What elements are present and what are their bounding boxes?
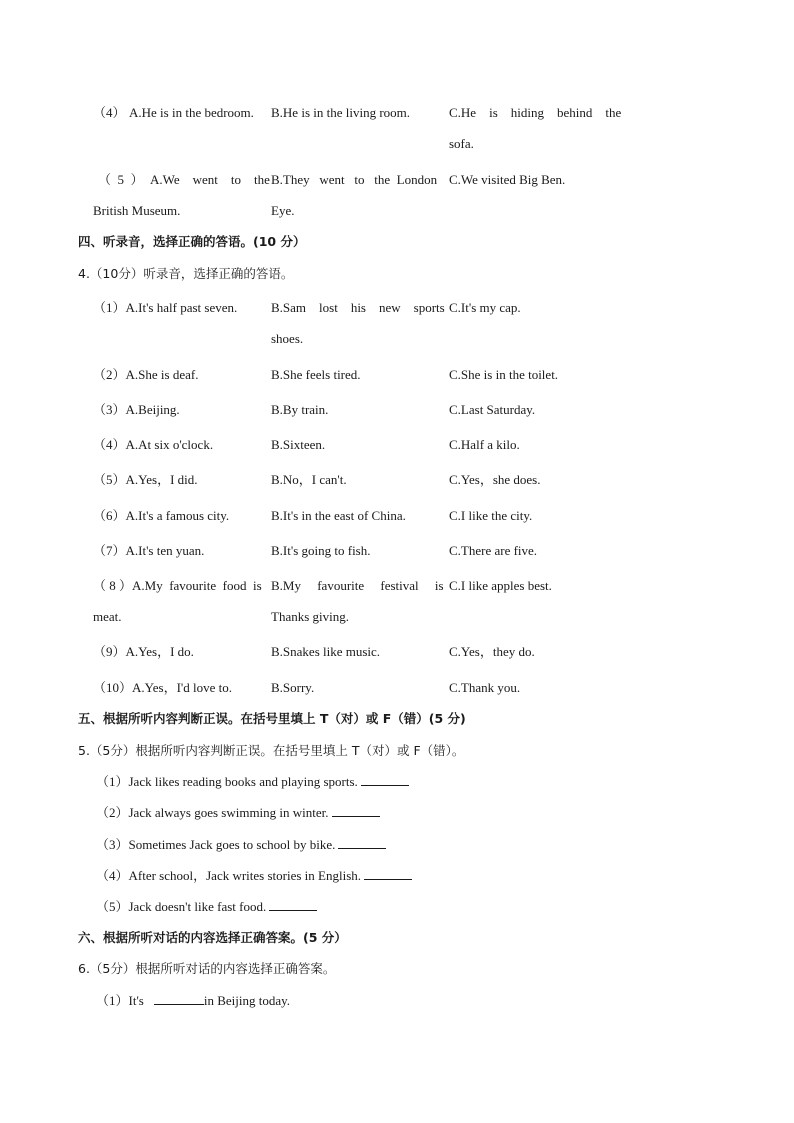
option-b: B.It's going to fish. bbox=[271, 543, 371, 558]
option-a-line1: A.We went to the bbox=[150, 172, 270, 187]
option-b-line2: shoes. bbox=[271, 331, 304, 346]
option-c: C.Thank you. bbox=[449, 680, 521, 695]
s4-item-2 bbox=[93, 359, 633, 390]
option-a bbox=[93, 464, 271, 495]
option-b: B.Sorry. bbox=[271, 680, 315, 695]
question-number: （5） bbox=[93, 472, 126, 487]
option-a bbox=[93, 429, 271, 460]
option-b: B.He is in the living room. bbox=[271, 105, 411, 120]
s3-q5-row bbox=[93, 164, 633, 226]
option-a-text: A.It's half past seven. bbox=[125, 300, 238, 315]
option-a bbox=[93, 292, 271, 323]
option-a-line2: British Museum. bbox=[93, 203, 181, 218]
s6-item-1 bbox=[96, 990, 290, 1012]
option-c: C.There are five. bbox=[449, 543, 538, 558]
option-a-text: A.Yes，I did. bbox=[125, 472, 198, 487]
option-c: C.I like apples best. bbox=[449, 578, 552, 593]
option-c: C.She is in the toilet. bbox=[449, 367, 559, 382]
option-a bbox=[93, 672, 271, 703]
option-b-line2: Eye. bbox=[271, 203, 295, 218]
section-heading: 六、根据所听对话的内容选择正确答案。(5 分） bbox=[78, 930, 347, 945]
s4-item-10 bbox=[93, 672, 633, 703]
option-b-line2: Thanks giving. bbox=[271, 609, 349, 624]
option-b bbox=[271, 292, 449, 354]
tf-item-4 bbox=[96, 865, 412, 887]
question-stem: 5.（5分）根据所听内容判断正误。在括号里填上 T（对）或 F（错）。 bbox=[78, 743, 465, 758]
section-heading: 四、听录音，选择正确的答语。(10 分） bbox=[78, 234, 306, 249]
option-c: C.It's my cap. bbox=[449, 300, 521, 315]
option-b bbox=[271, 164, 449, 226]
question-number: （10） bbox=[93, 680, 133, 695]
option-a bbox=[93, 164, 271, 226]
answer-blank[interactable] bbox=[361, 771, 409, 786]
option-a bbox=[93, 570, 271, 632]
option-b-line1: B.They went to the London bbox=[271, 172, 438, 187]
question-number: （ 8 ） bbox=[93, 578, 133, 593]
question-number: （2） bbox=[93, 367, 126, 382]
option-a-text: A.At six o'clock. bbox=[125, 437, 214, 452]
option-b: B.She feels tired. bbox=[271, 367, 361, 382]
question-stem: 6.（5分）根据所听对话的内容选择正确答案。 bbox=[78, 961, 336, 976]
option-a-text: A.It's ten yuan. bbox=[125, 543, 205, 558]
answer-blank[interactable] bbox=[364, 865, 412, 880]
option-b: B.Sixteen. bbox=[271, 437, 326, 452]
item-text-before: （1）It's bbox=[96, 993, 144, 1008]
tf-item-text: （1）Jack likes reading books and playing sports. bbox=[96, 774, 358, 789]
question-stem: 4.（10分）听录音，选择正确的答语。 bbox=[78, 266, 294, 281]
s4-item-4 bbox=[93, 429, 633, 460]
option-c: C.Yes，she does. bbox=[449, 472, 541, 487]
option-a: A.He is in the bedroom. bbox=[129, 105, 254, 120]
option-c: C.Half a kilo. bbox=[449, 437, 520, 452]
answer-blank[interactable] bbox=[338, 834, 386, 849]
option-b: B.By train. bbox=[271, 402, 329, 417]
tf-item-1 bbox=[96, 771, 409, 793]
option-c bbox=[449, 97, 629, 159]
s4-item-9 bbox=[93, 636, 633, 667]
option-a bbox=[93, 359, 271, 390]
s4-item-3 bbox=[93, 394, 633, 425]
option-b bbox=[271, 570, 449, 632]
question-number: （3） bbox=[93, 402, 126, 417]
s3-q4-row bbox=[93, 97, 633, 159]
option-c-line1: C.He is hiding behind the bbox=[449, 105, 622, 120]
option-a bbox=[93, 500, 271, 531]
option-b: B.It's in the east of China. bbox=[271, 508, 406, 523]
section-heading: 五、根据所听内容判断正误。在括号里填上 T（对）或 F（错）(5 分) bbox=[78, 711, 466, 726]
option-a-text: A.Beijing. bbox=[125, 402, 180, 417]
question-number: （1） bbox=[93, 300, 126, 315]
option-a-line2: meat. bbox=[93, 609, 122, 624]
option-b-line1: B.Sam lost his new sports bbox=[271, 300, 445, 315]
question-number: （4） bbox=[93, 105, 126, 120]
s4-item-6 bbox=[93, 500, 633, 531]
tf-item-5 bbox=[96, 896, 317, 918]
question-number: （9） bbox=[93, 644, 126, 659]
question-number: （4） bbox=[93, 437, 126, 452]
option-a bbox=[93, 394, 271, 425]
option-a-text: A.Yes，I'd love to. bbox=[132, 680, 232, 695]
tf-item-text: （4）After school，Jack writes stories in English. bbox=[96, 868, 362, 883]
option-c: C.I like the city. bbox=[449, 508, 533, 523]
s4-item-1 bbox=[93, 292, 633, 354]
option-b: B.Snakes like music. bbox=[271, 644, 381, 659]
option-a-text: A.Yes，I do. bbox=[125, 644, 194, 659]
tf-item-text: （2）Jack always goes swimming in winter. bbox=[96, 805, 329, 820]
option-a-text: A.She is deaf. bbox=[125, 367, 199, 382]
s4-item-7 bbox=[93, 535, 633, 566]
option-c: C.Yes，they do. bbox=[449, 644, 535, 659]
answer-blank[interactable] bbox=[332, 802, 380, 817]
option-a-line1: A.My favourite food is bbox=[132, 578, 262, 593]
option-c: C.Last Saturday. bbox=[449, 402, 536, 417]
option-b-line1: B.My favourite festival is bbox=[271, 578, 444, 593]
tf-item-2 bbox=[96, 802, 380, 824]
tf-item-text: （3）Sometimes Jack goes to school by bike. bbox=[96, 837, 336, 852]
question-number: （7） bbox=[93, 543, 126, 558]
option-c-line2: sofa. bbox=[449, 136, 474, 151]
option-b: B.No，I can't. bbox=[271, 472, 347, 487]
tf-item-text: （5）Jack doesn't like fast food. bbox=[96, 899, 267, 914]
option-a bbox=[93, 535, 271, 566]
answer-blank[interactable] bbox=[154, 990, 204, 1005]
item-text-after: in Beijing today. bbox=[203, 993, 291, 1008]
question-number: （6） bbox=[93, 508, 126, 523]
s4-item-5 bbox=[93, 464, 633, 495]
option-a-text: A.It's a famous city. bbox=[125, 508, 230, 523]
question-number: （ 5 ） bbox=[98, 172, 144, 187]
answer-blank[interactable] bbox=[269, 896, 317, 911]
option-c: C.We visited Big Ben. bbox=[449, 172, 566, 187]
s4-item-8 bbox=[93, 570, 633, 632]
option-a bbox=[93, 636, 271, 667]
tf-item-3 bbox=[96, 834, 386, 856]
